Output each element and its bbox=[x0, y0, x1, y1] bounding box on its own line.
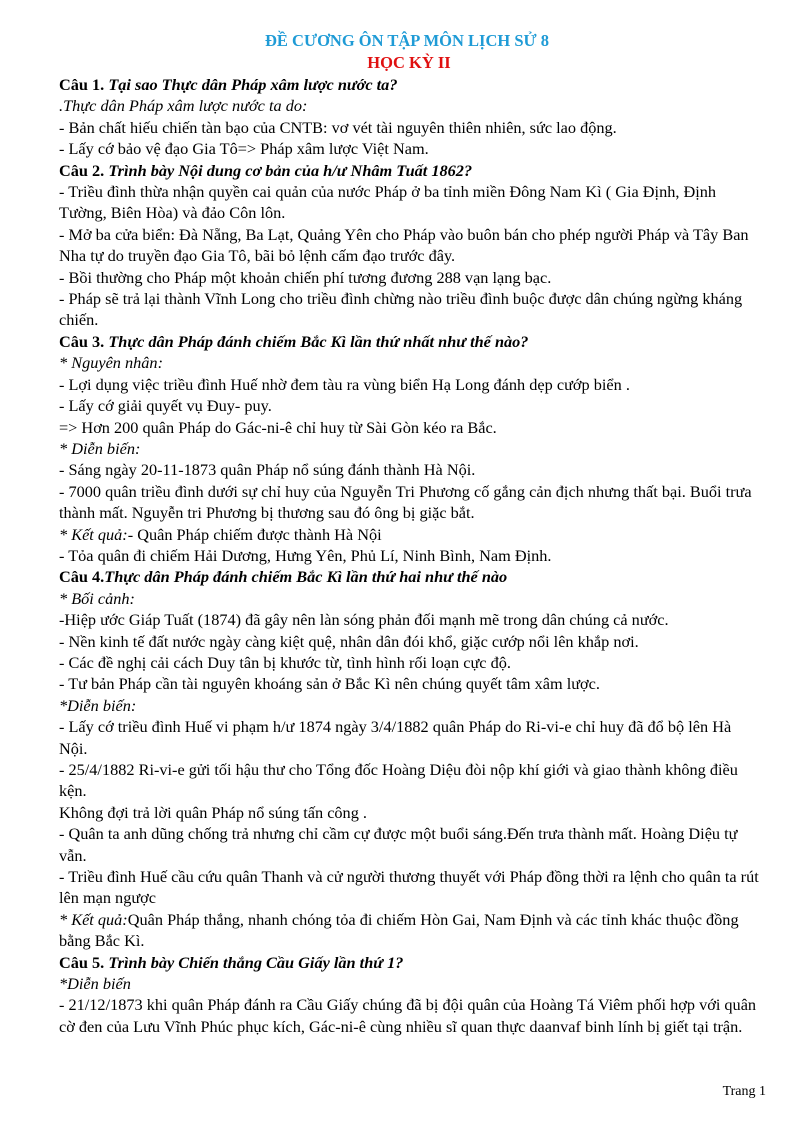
question-label: Câu 2 bbox=[59, 160, 101, 180]
answer-line: - 25/4/1882 Ri-vi-e gửi tối hậu thư cho Tổng đốc Hoàng Diệu đòi nộp khí giới và giao thành không điều kện. bbox=[59, 760, 738, 801]
answer-line: - Sáng ngày 20-11-1873 quân Pháp nổ súng đánh thành Hà Nội. bbox=[59, 460, 476, 480]
question-5 bbox=[59, 952, 759, 1038]
answer-line: - 7000 quân triều đình dưới sự chỉ huy của Nguyễn Tri Phương cố gắng cản địch nhưng thất bại. Buổi trưa thành mất. Nguyễn tri Phương bị thương sau đó ông bị giặc bắt. bbox=[59, 481, 752, 523]
question-label: Câu 3 bbox=[59, 331, 101, 351]
question-text: Tại sao Thực dân Pháp xâm lược nước ta? bbox=[108, 75, 398, 94]
answer-line: - Tư bản Pháp cần tài nguyên khoáng sản ở Bắc Kì nên chúng quyết tâm xâm lược. bbox=[59, 674, 600, 694]
answer-line bbox=[59, 524, 759, 545]
answer-line: - Lấy cớ giải quyết vụ Đuy- puy. bbox=[59, 396, 272, 416]
answer-line: - 21/12/1873 khi quân Pháp đánh ra Cầu Giấy chúng đã bị đội quân của Hoàng Tá Viêm phối hợp với quân cờ đen của Lưu Vĩnh Phúc phục kích, Gác-ni-ê cùng nhiều sĩ quan thực daanvaf binh lính bị giết tại trận. bbox=[59, 995, 757, 1036]
section-label: *Diễn biến bbox=[59, 974, 131, 994]
question-heading: Câu 2. Trình bày Nội dung cơ bản của h/ư Nhâm Tuất 1862? bbox=[59, 160, 473, 180]
answer-line bbox=[59, 909, 759, 952]
section-label: * Kết quả: bbox=[59, 524, 128, 544]
question-4 bbox=[59, 566, 759, 951]
page-number: Trang 1 bbox=[722, 1084, 766, 1099]
answer-line: - Triều đình thừa nhận quyền cai quản của nước Pháp ở ba tỉnh miền Đông Nam Kì ( Gia Định, Định Tường, Biên Hòa) và đảo Côn lôn. bbox=[59, 182, 717, 223]
answer-line: - Pháp sẽ trả lại thành Vĩnh Long cho triều đình chừng nào triều đình buộc được dân chúng ngừng kháng chiến. bbox=[59, 289, 743, 330]
answer-line: - Lợi dụng việc triều đình Huế nhờ đem tàu ra vùng biển Hạ Long đánh dẹp cướp biển . bbox=[59, 374, 630, 394]
question-label: Câu 5 bbox=[59, 952, 101, 972]
question-text: Trình bày Nội dung cơ bản của h/ư Nhâm Tuất 1862? bbox=[108, 160, 473, 180]
answer-line: - Nền kinh tế đất nước ngày càng kiệt quệ, nhân dân đói khổ, giặc cướp nổi lên khắp nơi. bbox=[59, 631, 639, 651]
question-heading: Câu 5. Trình bày Chiến thắng Cầu Giấy lần thứ 1? bbox=[59, 952, 404, 972]
answer-line: => Hơn 200 quân Pháp do Gác-ni-ê chỉ huy từ Sài Gòn kéo ra Bắc. bbox=[59, 417, 497, 437]
answer-text: - Quân Pháp chiếm được thành Hà Nội bbox=[127, 524, 382, 544]
question-text: Thực dân Pháp đánh chiếm Bắc Kì lần thứ nhất như thế nào? bbox=[108, 331, 529, 351]
answer-line: - Mở ba cửa biển: Đà Nẵng, Ba Lạt, Quảng Yên cho Pháp vào buôn bán cho phép người Pháp và Tây Ban Nha tự do truyền đạo Gia Tô, bãi bỏ lệnh cấm đạo trước đây. bbox=[59, 224, 749, 266]
answer-line: - Lấy cớ triều đình Huế vi phạm h/ư 1874 ngày 3/4/1882 quân Pháp do Ri-vi-e chỉ huy đã đổ bộ lên Hà Nội. bbox=[59, 717, 732, 758]
answer-line: - Quân ta anh dũng chống trả nhưng chỉ cầm cự được một buổi sáng.Đến trưa thành mất. Hoàng Diệu tự vẫn. bbox=[59, 824, 738, 865]
question-heading: Câu 1. Tại sao Thực dân Pháp xâm lược nước ta? bbox=[59, 75, 398, 94]
section-label: * Diễn biến: bbox=[59, 438, 141, 458]
section-label: * Bối cảnh: bbox=[59, 588, 135, 608]
document-content bbox=[59, 30, 759, 1037]
answer-line: - Bản chất hiếu chiến tàn bạo của CNTB: vơ vét tài nguyên thiên nhiên, sức lao động. bbox=[59, 117, 617, 137]
answer-line: .Thực dân Pháp xâm lược nước ta do: bbox=[59, 96, 308, 116]
question-text: Thực dân Pháp đánh chiếm Bắc Kì lần thứ hai như thế nào bbox=[104, 567, 508, 587]
answer-line: -Hiệp ước Giáp Tuất (1874) đã gây nên làn sóng phản đối mạnh mẽ trong dân chúng cả nước. bbox=[59, 610, 669, 630]
section-label: * Kết quả: bbox=[59, 909, 128, 929]
question-text: Trình bày Chiến thắng Cầu Giấy lần thứ 1? bbox=[108, 952, 404, 972]
question-heading: Câu 4.Thực dân Pháp đánh chiếm Bắc Kì lần thứ hai như thế nào bbox=[59, 567, 508, 587]
document-subtitle: HỌC KỲ II bbox=[367, 53, 451, 72]
answer-line: - Triều đình Huế cầu cứu quân Thanh và cử người thương thuyết với Pháp đồng thời ra lệnh cho quân ta rút lên mạn ngược bbox=[59, 867, 759, 908]
answer-line: Không đợi trả lời quân Pháp nổ súng tấn công . bbox=[59, 802, 367, 822]
question-1 bbox=[59, 74, 759, 160]
question-heading: Câu 3. Thực dân Pháp đánh chiếm Bắc Kì lần thứ nhất như thế nào? bbox=[59, 331, 529, 351]
answer-line: - Các đề nghị cải cách Duy tân bị khước từ, tình hình rối loạn cực độ. bbox=[59, 652, 511, 672]
answer-line: - Bồi thường cho Pháp một khoản chiến phí tương đương 288 vạn lạng bạc. bbox=[59, 267, 552, 287]
document-title: ĐỀ CƯƠNG ÔN TẬP MÔN LỊCH SỬ 8 bbox=[264, 31, 550, 50]
answer-line: - Lấy cớ bảo vệ đạo Gia Tô=> Pháp xâm lược Việt Nam. bbox=[59, 139, 429, 159]
question-label: Câu 1 bbox=[59, 75, 101, 94]
question-label: Câu 4 bbox=[59, 567, 101, 587]
question-3 bbox=[59, 331, 759, 566]
answer-line: - Tỏa quân đi chiếm Hải Dương, Hưng Yên, Phủ Lí, Ninh Bình, Nam Định. bbox=[59, 545, 552, 565]
question-2 bbox=[59, 160, 759, 331]
section-label: *Diễn biến: bbox=[59, 695, 137, 715]
section-label: * Nguyên nhân: bbox=[59, 353, 163, 373]
answer-text: Quân Pháp thắng, nhanh chóng tỏa đi chiếm Hòn Gai, Nam Định và các tỉnh khác thuộc đồng bằng Bắc Kì. bbox=[59, 909, 739, 951]
